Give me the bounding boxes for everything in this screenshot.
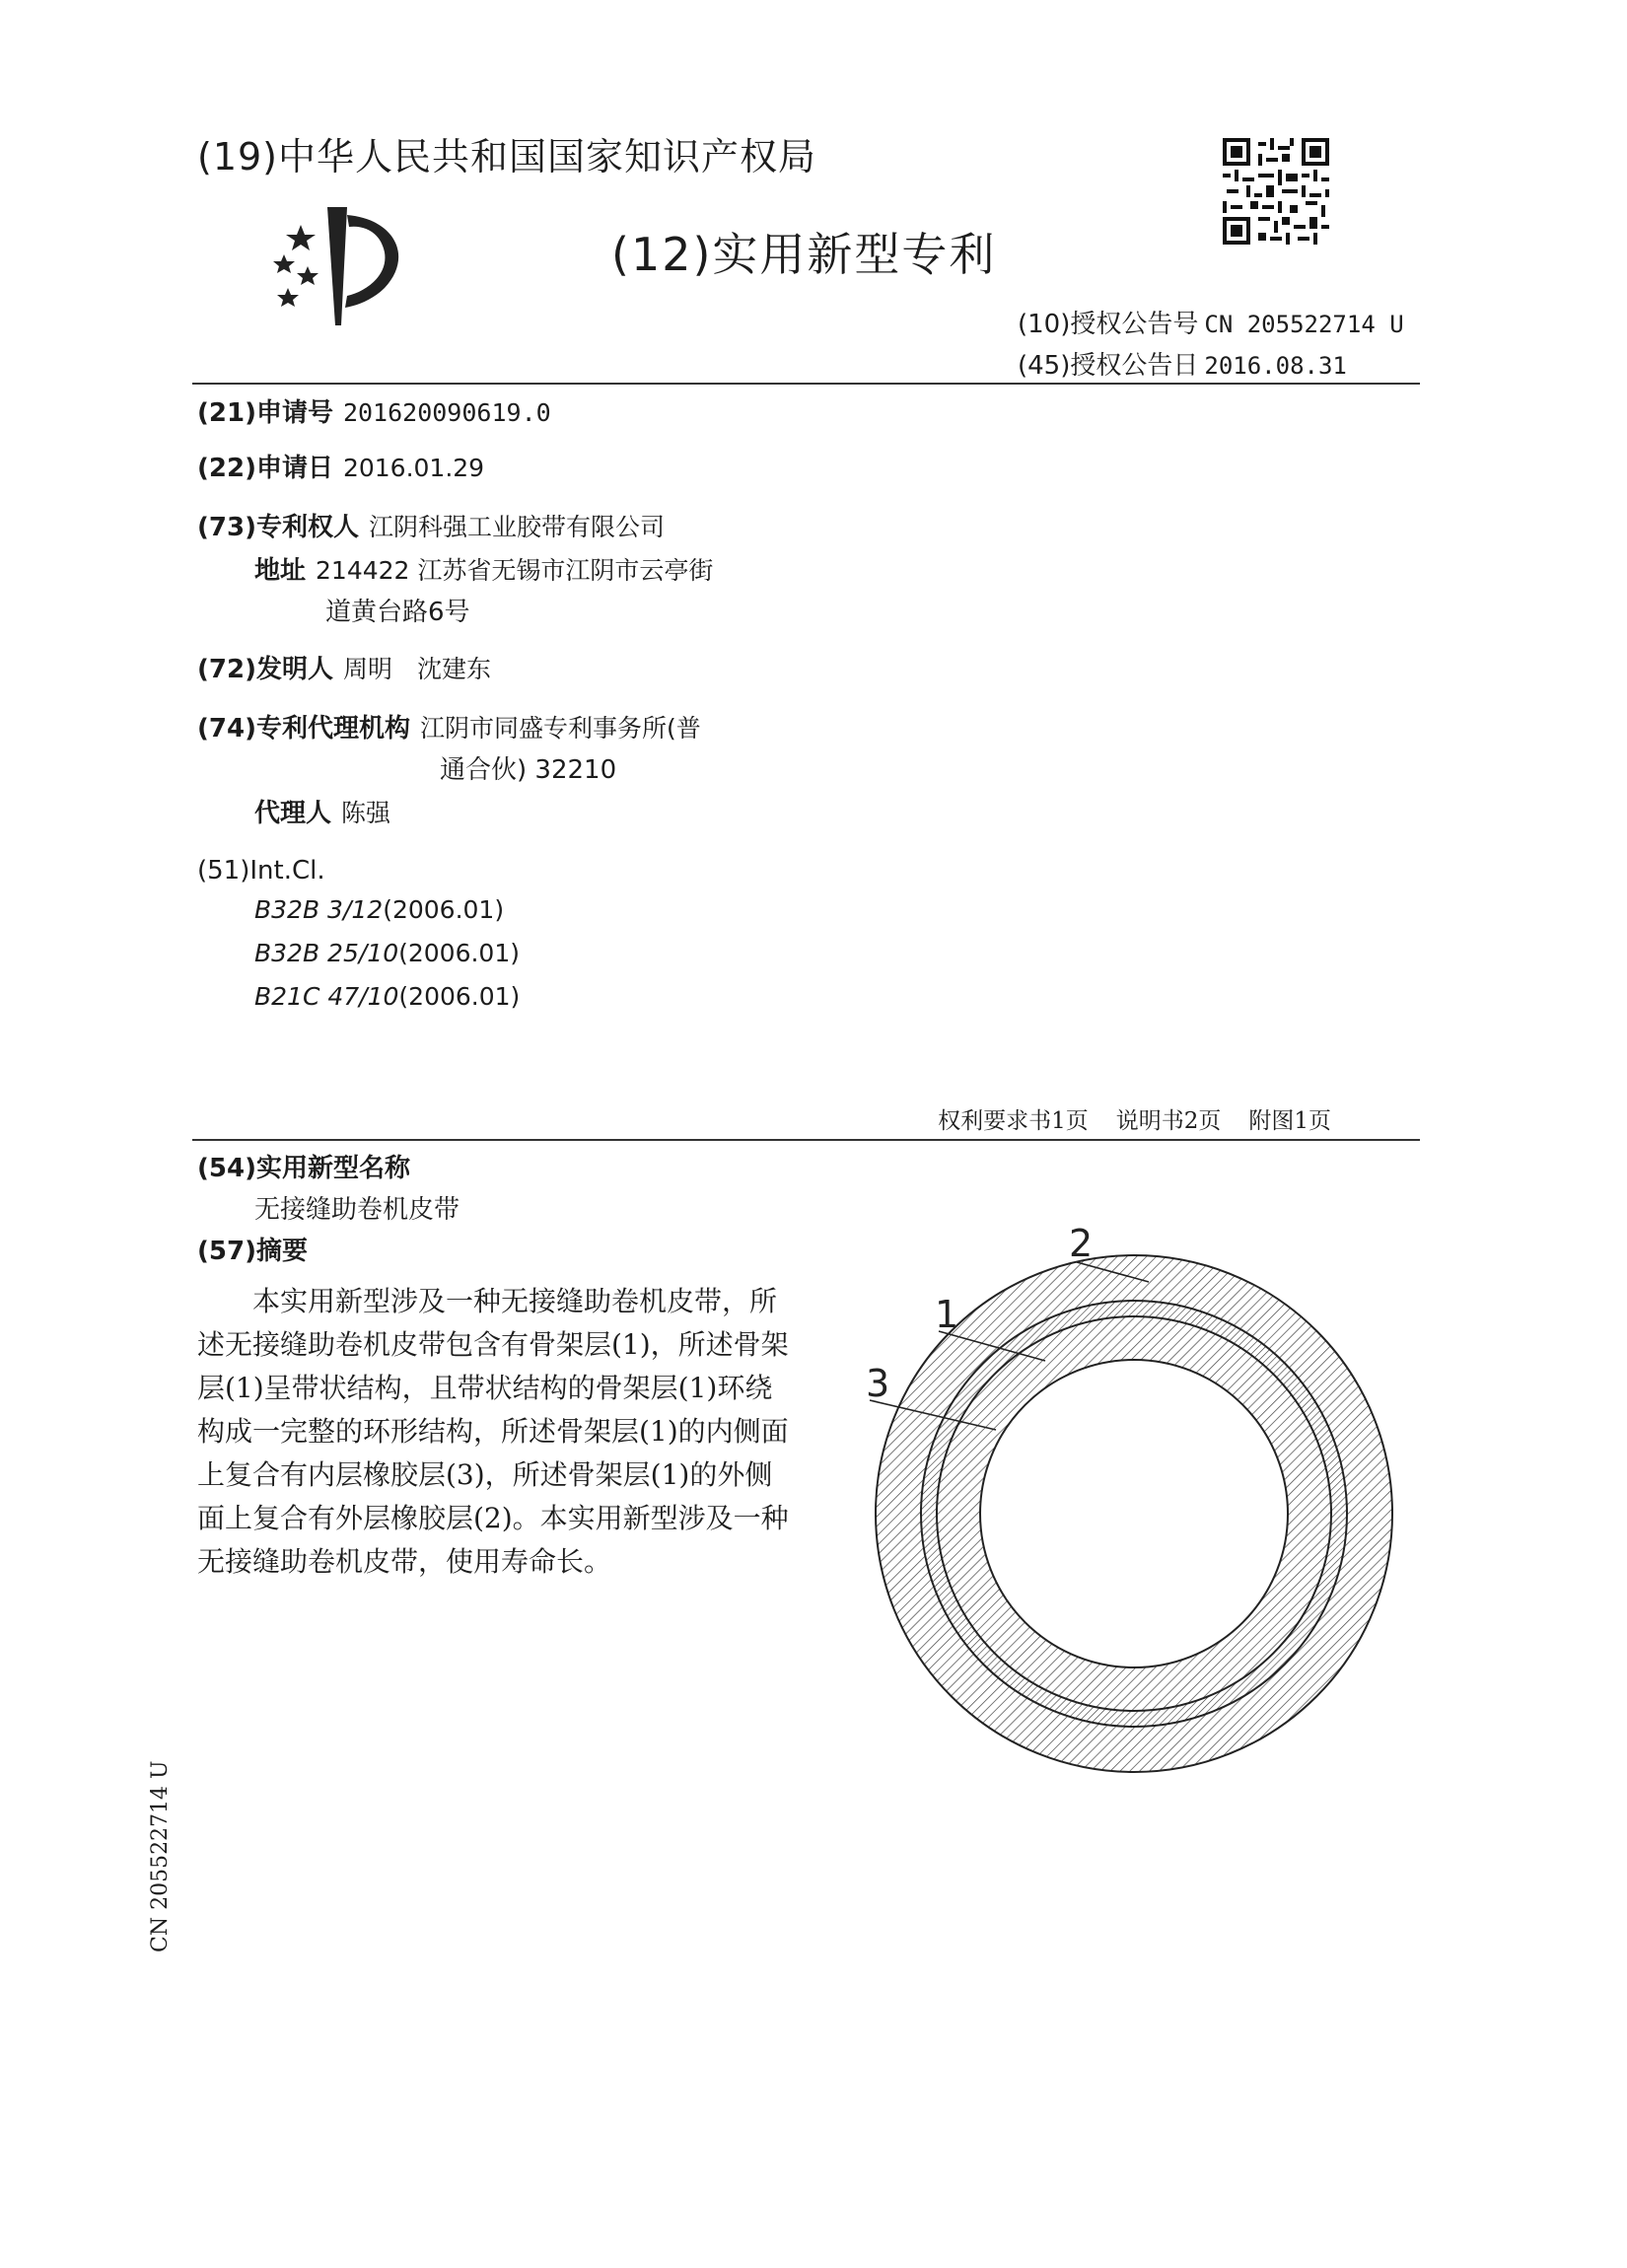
agent-label: 代理人	[254, 799, 332, 828]
page-counts	[910, 1102, 1331, 1135]
drawings-pages: 附图1页	[1248, 1108, 1331, 1134]
utility-model-title: 无接缝助卷机皮带	[254, 1195, 460, 1225]
int-cl-label: (51)Int.Cl.	[197, 856, 325, 886]
title-label: (54)实用新型名称	[197, 1154, 410, 1183]
application-date-value: 2016.01.29	[342, 454, 485, 482]
application-number	[197, 396, 551, 430]
abstract-label: (57)摘要	[197, 1237, 308, 1266]
belt-interior	[980, 1360, 1288, 1667]
agent-value: 陈强	[341, 799, 391, 827]
agency-line1: 江阴市同盛专利事务所(普	[419, 714, 701, 743]
description-pages: 说明书2页	[1115, 1108, 1222, 1134]
address-line2: 道黄台路6号	[325, 598, 470, 627]
application-number-value: 201620090619.0	[342, 398, 551, 427]
header-divider	[192, 383, 1420, 385]
publication-number-value: CN 205522714 U	[1204, 311, 1404, 338]
application-number-label: (21)申请号	[197, 398, 333, 428]
inventor-label: (72)发明人	[197, 655, 333, 684]
agency-label: (74)专利代理机构	[197, 714, 410, 744]
address	[254, 554, 713, 588]
qr-code	[1223, 138, 1329, 245]
publication-date	[1018, 345, 1347, 382]
publication-date-label: (45)授权公告日	[1018, 351, 1199, 381]
figure-label-2: 2	[1069, 1222, 1094, 1265]
publication-number	[1018, 304, 1404, 340]
inventor	[197, 653, 491, 686]
agency	[197, 712, 701, 745]
section-divider	[192, 1139, 1420, 1141]
patentee-value: 江阴科强工业胶带有限公司	[368, 513, 665, 541]
ipc-year: (2006.01)	[398, 939, 520, 967]
ipc-code: B21C 47/10	[254, 982, 399, 1011]
belt-cross-section-figure	[848, 1213, 1400, 1785]
side-publication-number: CN 205522714 U	[148, 1760, 173, 1952]
ipc-entry	[254, 895, 504, 924]
ipc-year: (2006.01)	[398, 982, 521, 1011]
publication-number-label: (10)授权公告号	[1018, 310, 1199, 339]
agent	[254, 797, 390, 830]
address-line1: 214422 江苏省无锡市江阴市云亭街	[316, 556, 714, 585]
abstract-text: 本实用新型涉及一种无接缝助卷机皮带，所述无接缝助卷机皮带包含有骨架层(1)，所述骨架层(1)呈带状结构，且带状结构的骨架层(1)环绕构成一完整的环形结构，所述骨架层(1)的内侧面上复合有内层橡胶层(3)，所述骨架层(1)的外侧面上复合有外层橡胶层(2)。本实用新型涉及一种无接缝助卷机皮带，使用寿命长。	[197, 1285, 789, 1578]
application-date-label: (22)申请日	[197, 454, 333, 483]
figure-label-1: 1	[935, 1293, 959, 1336]
ipc-code: B32B 3/12	[254, 895, 384, 924]
patentee	[197, 511, 665, 544]
application-date	[197, 452, 484, 485]
inventor-value: 周明 沈建东	[342, 655, 491, 683]
ipc-code: B32B 25/10	[254, 939, 399, 967]
ipc-entry	[254, 982, 520, 1011]
agency-line2: 通合伙) 32210	[440, 755, 617, 785]
address-label: 地址	[254, 556, 307, 586]
figure-label-3: 3	[866, 1362, 890, 1405]
ipc-year: (2006.01)	[383, 895, 505, 924]
document-type: (12)实用新型专利	[611, 228, 997, 281]
cnipa-logo	[266, 197, 424, 335]
patentee-label: (73)专利权人	[197, 513, 359, 542]
publication-date-value: 2016.08.31	[1204, 352, 1347, 380]
claims-pages: 权利要求书1页	[938, 1108, 1089, 1134]
office-name: (19)中华人民共和国国家知识产权局	[197, 135, 817, 178]
ipc-entry	[254, 939, 520, 967]
